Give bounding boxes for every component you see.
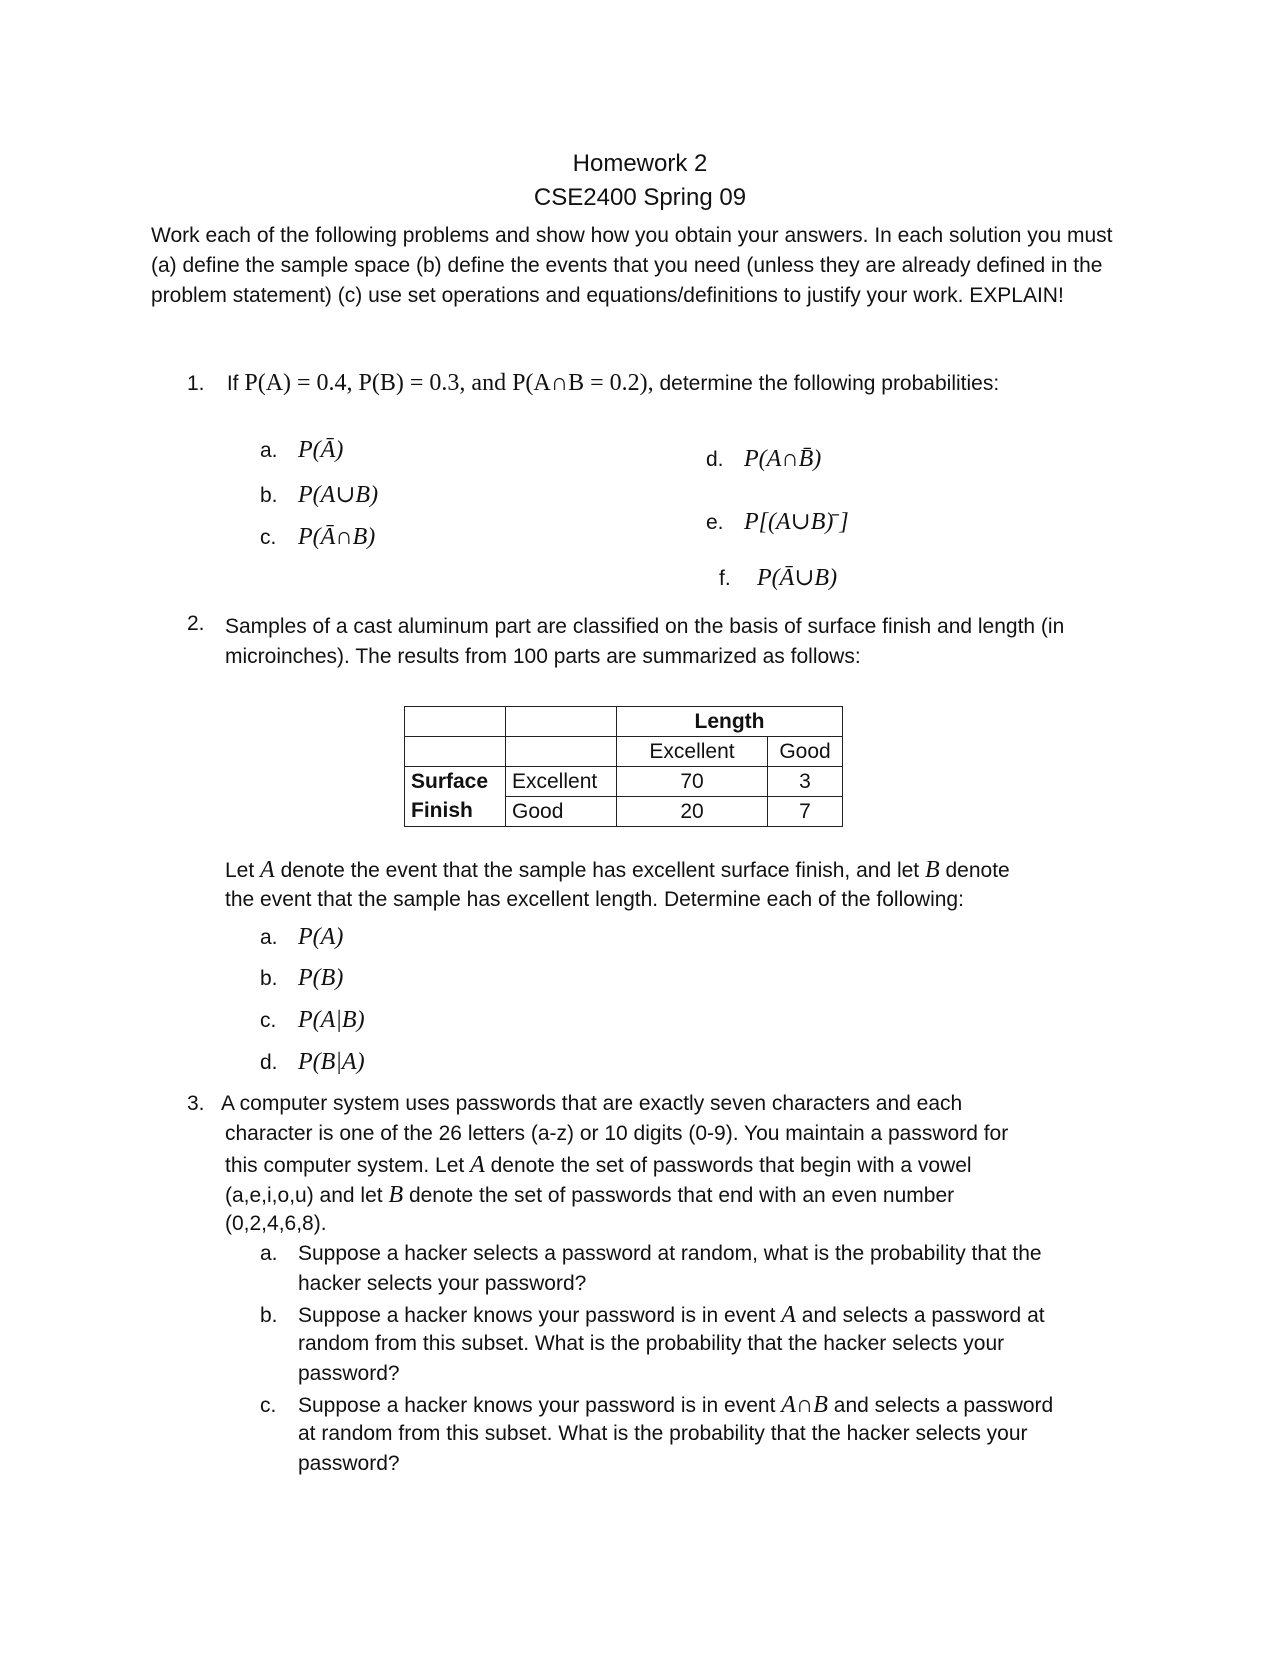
p1-item-e	[706, 507, 849, 536]
p3-item-a-line-1: Suppose a hacker selects a password at random, what is the probability that the	[298, 1242, 1042, 1265]
p1-item-b	[260, 480, 378, 509]
p3-item-b-line-3: password?	[298, 1362, 400, 1385]
p3-item-b-line-1a: Suppose a hacker knows your password is in event	[298, 1304, 776, 1327]
p3-item-c-event: A∩B	[781, 1392, 828, 1418]
p3-item-b-event: A	[781, 1302, 796, 1328]
problem-1-tail: determine the following probabilities:	[659, 372, 1000, 395]
table-empty-cell	[506, 737, 617, 767]
problem-1-if: If	[226, 372, 239, 395]
p3-item-b	[260, 1302, 1045, 1329]
p3-item-c-line-3: password?	[298, 1452, 400, 1475]
p1-item-d	[706, 446, 821, 473]
p3-item-c-line-2: at random from this subset. What is the probability that the hacker selects your	[298, 1422, 1028, 1445]
event-b: B	[924, 857, 940, 883]
p2-item-d-label: d.	[260, 1051, 278, 1074]
p3-text-4b: denote the set of passwords that end with an even number	[408, 1184, 955, 1207]
problem-1-given: P(A) = 0.4, P(B) = 0.3, and P(A∩B = 0.2),	[244, 370, 654, 396]
p2-let-text-3: denote	[945, 859, 1010, 882]
p1-item-d-label: d.	[706, 448, 724, 471]
table-cell: 70	[617, 767, 768, 797]
table-empty-cell	[405, 737, 506, 767]
p2-let-text-2: denote the event that the sample has excellent surface finish, and let	[280, 859, 920, 882]
p3-text-3b: denote the set of passwords that begin with a vowel	[490, 1154, 972, 1177]
p3-line-3	[225, 1152, 972, 1179]
p3-line-4	[225, 1182, 954, 1209]
table-row	[405, 737, 843, 767]
p1-item-b-label: b.	[260, 484, 278, 507]
p3-line-5: (0,2,4,6,8).	[225, 1212, 327, 1235]
p1-item-b-expr: P(A∪B)	[298, 482, 379, 508]
p2-item-c-expr: P(A|B)	[298, 1007, 365, 1033]
p2-item-d-expr: P(B|A)	[298, 1049, 365, 1075]
p1-item-a-expr: P(Ā)	[298, 437, 344, 463]
col-header-excellent: Excellent	[617, 737, 768, 767]
course-subtitle: CSE2400 Spring 09	[533, 184, 747, 211]
row-header-good: Good	[506, 797, 617, 827]
p2-let-text-1: Let	[225, 859, 255, 882]
event-a: A	[260, 857, 275, 883]
p2-item-b	[260, 965, 343, 992]
p3-item-b-line-1b: and selects a password at	[801, 1304, 1045, 1327]
p3-item-c-line-1b: and selects a password	[833, 1394, 1054, 1417]
p2-item-a-expr: P(A)	[298, 924, 344, 950]
problem-2-text: Samples of a cast aluminum part are classified on the basis of surface finish and length (in microinches). The results from 100 parts are summarized as follows:	[225, 615, 1065, 668]
p1-item-c-label: c.	[260, 526, 277, 549]
p1-item-f	[719, 563, 837, 592]
p3-text-3a: this computer system. Let	[225, 1154, 465, 1177]
p1-item-e-label: e.	[706, 511, 724, 534]
p2-let-line-1	[225, 857, 1010, 884]
p3-item-c-label: c.	[260, 1394, 277, 1417]
p3-item-b-line-2: random from this subset. What is the probability that the hacker selects your	[298, 1332, 1005, 1355]
p3-line-2: character is one of the 26 letters (a-z) or 10 digits (0-9). You maintain a password for	[225, 1122, 1009, 1145]
problem-1-number: 1.	[187, 372, 205, 395]
intro-paragraph: Work each of the following problems and show how you obtain your answers. In each solution you must (a) define the sample space (b) define the events that you need (unless they are already defined in the problem statement) (c) use set operations and equations/definitions to justify your work. EXPLAIN!	[151, 224, 1113, 307]
p2-item-d	[260, 1049, 365, 1076]
table-row	[405, 707, 843, 737]
p3-event-a: A	[470, 1152, 485, 1178]
col-header-good: Good	[768, 737, 843, 767]
p2-item-b-expr: P(B)	[298, 965, 344, 991]
length-header: Length	[617, 707, 843, 737]
p2-item-a-label: a.	[260, 926, 278, 949]
p1-item-f-expr: P(Ā∪B)	[757, 565, 838, 591]
problem-3-number: 3.	[187, 1092, 205, 1115]
p3-text-4a: (a,e,i,o,u) and let	[225, 1184, 383, 1207]
p1-item-a	[260, 437, 343, 464]
p3-item-a-label: a.	[260, 1242, 278, 1265]
p3-item-b-label: b.	[260, 1304, 278, 1327]
p1-item-e-expr: P[(A∪B)̄ ]	[744, 509, 849, 535]
row-group-finish: Finish	[405, 797, 506, 827]
p3-line-1	[187, 1092, 962, 1116]
row-header-excellent: Excellent	[506, 767, 617, 797]
p3-item-a-line-2: hacker selects your password?	[298, 1272, 587, 1295]
results-table	[404, 706, 843, 827]
table-cell: 7	[768, 797, 843, 827]
problem-2-number: 2.	[187, 612, 205, 635]
p2-item-c	[260, 1007, 365, 1034]
p3-event-b: B	[388, 1182, 404, 1208]
p1-item-c-expr: P(Ā∩B)	[298, 524, 376, 550]
p1-item-a-label: a.	[260, 439, 278, 462]
problem-2	[187, 612, 1127, 672]
p1-item-c	[260, 524, 375, 551]
p3-text-1: A computer system uses passwords that are exactly seven characters and each	[221, 1092, 963, 1115]
p2-item-c-label: c.	[260, 1009, 277, 1032]
p1-item-f-label: f.	[719, 567, 731, 590]
p2-item-b-label: b.	[260, 967, 278, 990]
problem-1	[187, 370, 999, 397]
table-cell: 3	[768, 767, 843, 797]
p2-let-line-2: the event that the sample has excellent length. Determine each of the following:	[225, 888, 964, 911]
p2-item-a	[260, 924, 343, 951]
table-row	[405, 797, 843, 827]
p3-item-a	[260, 1242, 1042, 1266]
p1-item-d-expr: P(A∩B̄)	[744, 446, 822, 472]
table-corner-cell	[506, 707, 617, 737]
page-title: Homework 2	[572, 150, 708, 177]
table-corner-cell	[405, 707, 506, 737]
table-cell: 20	[617, 797, 768, 827]
p3-item-c	[260, 1392, 1053, 1419]
table-row	[405, 767, 843, 797]
row-group-surface: Surface	[405, 767, 506, 797]
p3-item-c-line-1a: Suppose a hacker knows your password is in event	[298, 1394, 776, 1417]
